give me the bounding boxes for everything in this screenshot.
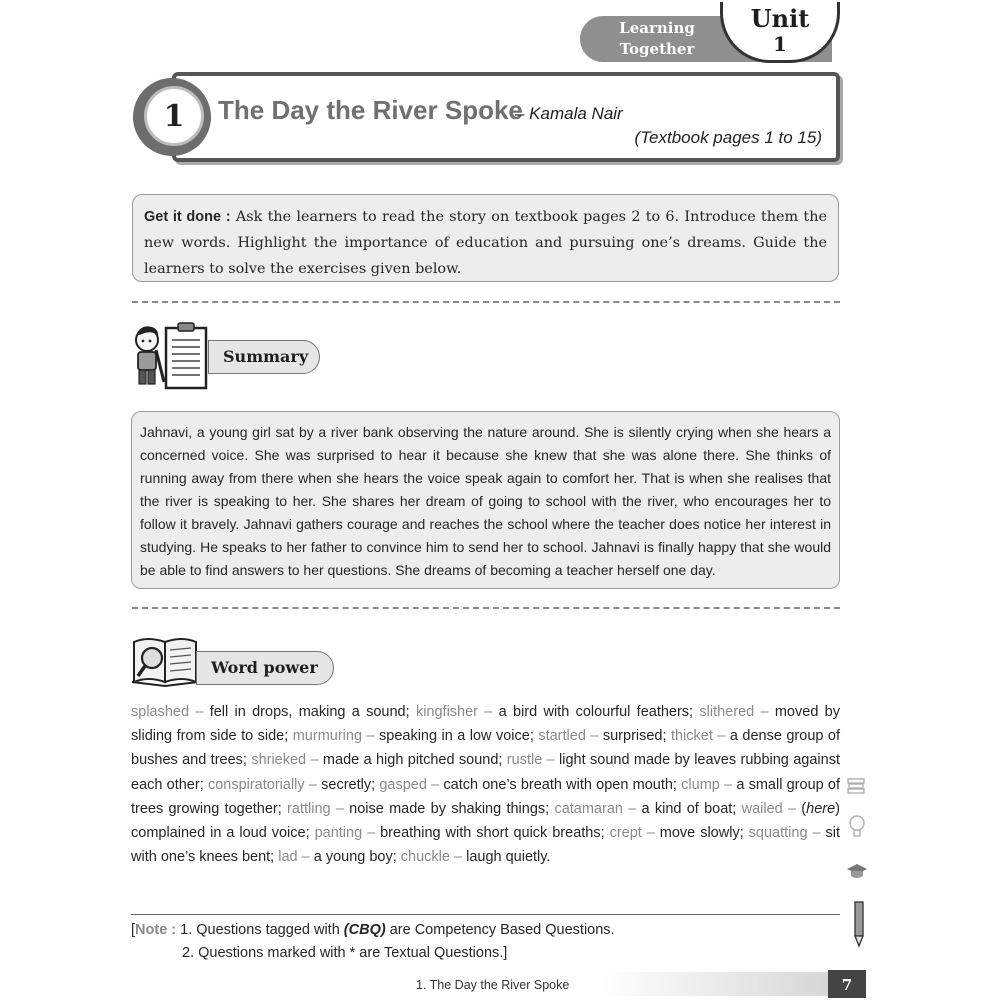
note-item-1-text: Questions tagged with xyxy=(192,922,344,938)
note-item-1-number: 1. xyxy=(176,922,193,938)
word-power-heading: Word power xyxy=(196,651,334,685)
unit-badge xyxy=(720,2,840,63)
chapter-title: The Day the River Spoke xyxy=(218,95,523,125)
glossary-meaning: light sound made by leaves rubbing against each other; xyxy=(131,752,840,793)
glossary-italic-note: here xyxy=(806,800,836,817)
glossary-term: clump – xyxy=(681,776,733,793)
glossary-term: wailed – xyxy=(741,800,797,817)
textbook-pages: (Textbook pages 1 to 15) xyxy=(634,128,822,147)
glossary-term: catamaran – xyxy=(554,800,637,817)
books-icon xyxy=(846,776,866,796)
glossary-meaning: sit with one’s knees bent; xyxy=(131,825,840,866)
footer-chapter-title: 1. The Day the River Spoke xyxy=(416,978,570,992)
note-bracket: [ xyxy=(131,922,136,938)
glossary-meaning: a kind of boat; xyxy=(636,800,742,817)
graduation-cap-icon xyxy=(845,862,869,882)
get-it-done-label: Get it done : xyxy=(144,209,231,225)
unit-word: Unit xyxy=(750,4,810,33)
glossary-meaning: fell in drops, making a sound; xyxy=(203,704,416,720)
learning-together-label xyxy=(592,18,722,60)
glossary-term: kingfisher – xyxy=(415,704,493,720)
summary-heading: Summary xyxy=(208,340,320,374)
glossary-meaning: speaking in a low voice; xyxy=(374,728,539,745)
glossary-meaning: ( xyxy=(796,800,807,817)
glossary-term: slithered – xyxy=(699,704,769,720)
glossary-meaning: breathing with short quick breaths; xyxy=(375,825,610,842)
glossary-term: shrieked – xyxy=(251,752,319,769)
note-label: Note : xyxy=(135,922,177,938)
word-power-glossary xyxy=(131,700,840,869)
tab-line-2: Together xyxy=(619,40,695,58)
summary-text: Jahnavi, a young girl sat by a river bank observing the nature around. She is silently crying when she hears a concerned voice. She was surprised to hear it because she knew that she was alone there. She thinks of running away from there when she hears the voice speak again to comfort her. That is when she realises that the river is speaking to her. She shares her dream of going to school with the river, who encourages her to follow it bravely. Jahnavi gathers courage and reaches the school where the teacher does notice her interest in studying. He speaks to her father to convince him to send her to school. Jahnavi is finally happy that she would be able to find answers to her questions. She dreams of becoming a teacher herself one day. xyxy=(131,411,840,589)
glossary-meaning: move slowly; xyxy=(654,825,749,842)
glossary-meaning: surprised; xyxy=(598,728,671,745)
glossary-meaning: laugh quietly. xyxy=(462,849,551,866)
section-divider xyxy=(132,301,840,303)
glossary-meaning: catch one’s breath with open mouth; xyxy=(439,776,682,793)
glossary-term: gasped – xyxy=(379,776,440,793)
glossary-meaning: a dense group of bushes and trees; xyxy=(131,728,840,769)
note-item-1-text-end: are Competency Based Questions. xyxy=(385,922,615,938)
glossary-meaning: made a high pitched sound; xyxy=(318,752,507,769)
tab-line-1: Learning xyxy=(619,19,695,37)
note-line-2 xyxy=(182,945,507,961)
unit-number: 1 xyxy=(773,32,787,56)
glossary-term: lad – xyxy=(278,849,310,866)
glossary-meaning: secretly; xyxy=(316,776,380,793)
glossary-meaning: a small group of trees growing together; xyxy=(131,776,841,817)
glossary-term: murmuring – xyxy=(292,728,375,745)
get-it-done-text: Ask the learners to read the story on textbook pages 2 to 6. Introduce them the new words. Highlight the importance of education and pursuing one’s dreams. Guide the learners to solve the exercises given below. xyxy=(144,209,827,277)
glossary-meaning: a bird with colourful feathers; xyxy=(492,704,700,720)
footer-bar xyxy=(600,972,834,996)
glossary-meaning: noise made by shaking things; xyxy=(343,800,555,817)
glossary-term: chuckle – xyxy=(400,849,463,866)
note-item-2-number: 2. xyxy=(182,945,195,961)
note-divider xyxy=(131,914,840,915)
get-it-done-box xyxy=(132,194,839,282)
chapter-author: – Kamala Nair xyxy=(515,104,623,123)
section-divider xyxy=(132,607,840,609)
glossary-term: startled – xyxy=(538,728,599,745)
glossary-term: rattling – xyxy=(287,800,344,817)
pencil-icon xyxy=(850,900,868,948)
boy-clipboard-icon xyxy=(130,320,212,392)
glossary-term: splashed – xyxy=(131,704,204,720)
glossary-term: squatting – xyxy=(748,825,821,842)
glossary-meaning: a young boy; xyxy=(309,849,401,866)
note-item-2-text: Questions marked with * are Textual Questions.] xyxy=(194,945,508,961)
glossary-term: rustle – xyxy=(506,752,555,769)
chapter-number: 1 xyxy=(144,86,204,146)
cbq-tag: (CBQ) xyxy=(343,922,386,938)
open-book-magnifier-icon xyxy=(130,632,202,688)
lightbulb-icon xyxy=(847,814,867,840)
page-number: 7 xyxy=(828,970,866,998)
glossary-term: panting – xyxy=(314,825,376,842)
note-line-1 xyxy=(131,922,615,938)
glossary-term: conspiratorially – xyxy=(207,776,317,793)
glossary-term: thicket – xyxy=(670,728,726,745)
glossary-meaning: moved by sliding from side to side; xyxy=(131,704,840,745)
glossary-term: crept – xyxy=(609,825,655,842)
glossary-meaning: ) complained in a loud voice; xyxy=(131,800,841,842)
